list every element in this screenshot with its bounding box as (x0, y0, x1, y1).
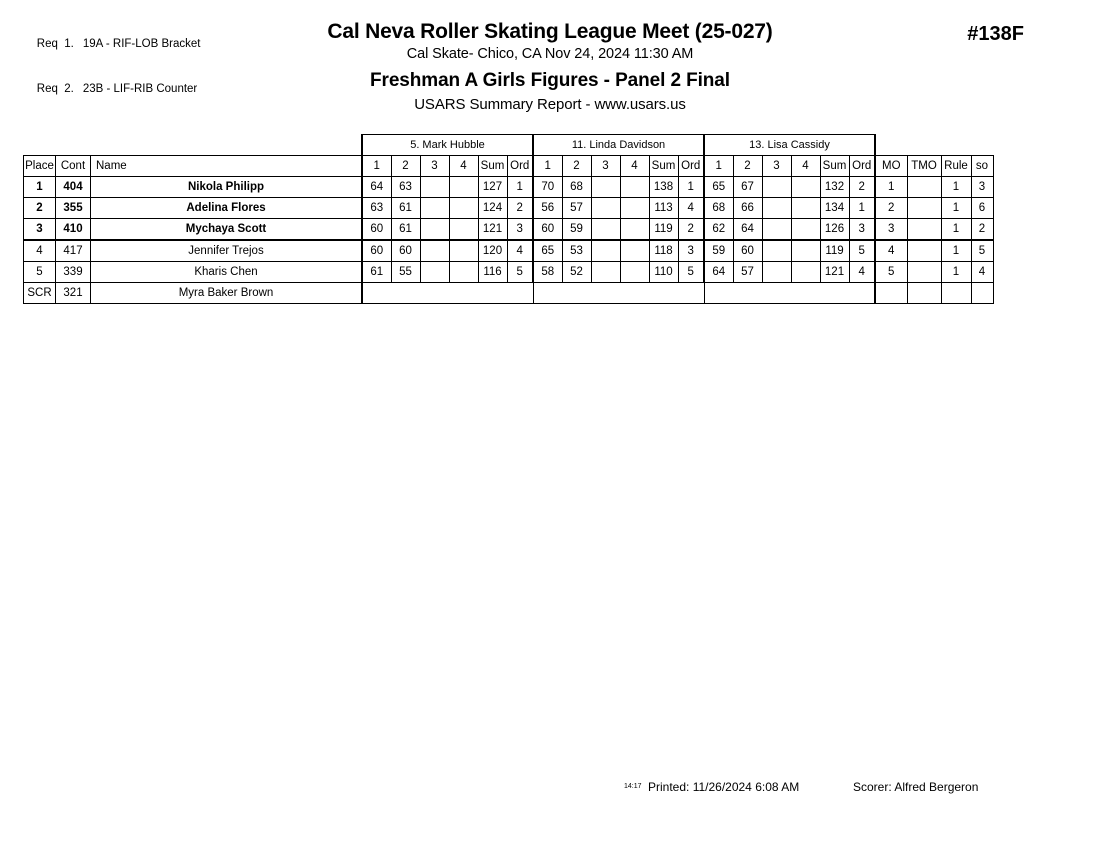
header-j1-score-1: 1 (362, 156, 391, 177)
cell-j3-s1: 64 (704, 262, 733, 283)
cell-j2-s4 (620, 219, 649, 241)
cell-j2-s1: 56 (533, 198, 562, 219)
event-title: Freshman A Girls Figures - Panel 2 Final (370, 70, 730, 91)
cell-place: SCR (24, 283, 56, 304)
cell-place: 1 (24, 177, 56, 198)
cell-tmo (907, 240, 941, 262)
footer-code: 14:17 (624, 783, 642, 790)
header-j1-sum: Sum (478, 156, 507, 177)
judge-1-label: 5. Mark Hubble (362, 135, 533, 156)
cell-j2-s3 (591, 219, 620, 241)
cell-j1-s2: 61 (391, 219, 420, 241)
cell-place: 4 (24, 240, 56, 262)
cell-j1-empty (362, 283, 533, 304)
cell-j2-s2: 57 (562, 198, 591, 219)
judge-band-spacer (24, 135, 363, 156)
table-row (24, 240, 994, 262)
cell-so: 3 (971, 177, 993, 198)
report-footer (0, 780, 1100, 798)
cell-so: 2 (971, 219, 993, 241)
cell-j3-sum: 121 (820, 262, 849, 283)
cell-j1-s2: 63 (391, 177, 420, 198)
judge-header-row (24, 135, 994, 156)
cell-j1-s3 (420, 177, 449, 198)
header-j2-score-1: 1 (533, 156, 562, 177)
cell-j3-sum: 126 (820, 219, 849, 241)
cell-cont: 339 (56, 262, 91, 283)
cell-cont: 404 (56, 177, 91, 198)
header-j3-score-4: 4 (791, 156, 820, 177)
cell-rule: 1 (941, 240, 971, 262)
header-j2-score-4: 4 (620, 156, 649, 177)
cell-j3-s3 (762, 198, 791, 219)
cell-name: Nikola Philipp (91, 177, 363, 198)
header-j3-ord: Ord (849, 156, 875, 177)
cell-j1-sum: 116 (478, 262, 507, 283)
cell-j3-s1: 65 (704, 177, 733, 198)
cell-j2-ord: 3 (678, 240, 704, 262)
cell-cont: 417 (56, 240, 91, 262)
cell-j1-s2: 55 (391, 262, 420, 283)
cell-j2-s4 (620, 240, 649, 262)
table-row (24, 177, 994, 198)
cell-cont: 355 (56, 198, 91, 219)
cell-j1-s4 (449, 177, 478, 198)
cell-place: 3 (24, 219, 56, 241)
cell-tmo (907, 262, 941, 283)
cell-place: 5 (24, 262, 56, 283)
cell-j3-sum: 132 (820, 177, 849, 198)
cell-rule: 1 (941, 177, 971, 198)
cell-cont: 321 (56, 283, 91, 304)
header-j2-sum: Sum (649, 156, 678, 177)
cell-j1-s1: 64 (362, 177, 391, 198)
cell-j1-s1: 61 (362, 262, 391, 283)
cell-j1-sum: 124 (478, 198, 507, 219)
header-j1-score-4: 4 (449, 156, 478, 177)
cell-j3-s4 (791, 240, 820, 262)
cell-j3-s3 (762, 177, 791, 198)
cell-j1-s3 (420, 240, 449, 262)
header-j3-score-3: 3 (762, 156, 791, 177)
cell-j1-s2: 60 (391, 240, 420, 262)
header-j2-score-2: 2 (562, 156, 591, 177)
panel-number: #138F (967, 23, 1024, 45)
cell-mo: 2 (875, 198, 907, 219)
meet-title: Cal Neva Roller Skating League Meet (25-027) (327, 20, 773, 43)
cell-j1-s3 (420, 198, 449, 219)
cell-j2-s3 (591, 262, 620, 283)
cell-j1-s4 (449, 240, 478, 262)
cell-j2-sum: 119 (649, 219, 678, 241)
cell-name: Jennifer Trejos (91, 240, 363, 262)
cell-j3-s2: 60 (733, 240, 762, 262)
cell-tmo (907, 219, 941, 241)
requirement-label: Req 2. (36, 83, 74, 95)
cell-j2-ord: 5 (678, 262, 704, 283)
cell-j2-sum: 113 (649, 198, 678, 219)
cell-so (971, 283, 993, 304)
cell-mo: 4 (875, 240, 907, 262)
cell-j3-ord: 2 (849, 177, 875, 198)
cell-j3-s4 (791, 177, 820, 198)
cell-j2-s1: 60 (533, 219, 562, 241)
cell-mo: 3 (875, 219, 907, 241)
cell-j2-s2: 52 (562, 262, 591, 283)
cell-j1-ord: 4 (507, 240, 533, 262)
cell-j2-s3 (591, 177, 620, 198)
cell-rule: 1 (941, 198, 971, 219)
cell-j1-ord: 3 (507, 219, 533, 241)
cell-j3-ord: 3 (849, 219, 875, 241)
header-place: Place (24, 156, 56, 177)
header-j2-ord: Ord (678, 156, 704, 177)
cell-j3-ord: 1 (849, 198, 875, 219)
cell-j2-s3 (591, 240, 620, 262)
cell-place: 2 (24, 198, 56, 219)
report-header (0, 20, 1100, 116)
cell-j2-sum: 138 (649, 177, 678, 198)
cell-so: 5 (971, 240, 993, 262)
cell-cont: 410 (56, 219, 91, 241)
cell-j1-s1: 60 (362, 219, 391, 241)
cell-j1-s2: 61 (391, 198, 420, 219)
cell-j3-s3 (762, 219, 791, 241)
cell-j3-ord: 5 (849, 240, 875, 262)
cell-j3-s4 (791, 219, 820, 241)
cell-j3-s4 (791, 198, 820, 219)
cell-j3-sum: 119 (820, 240, 849, 262)
cell-j1-sum: 121 (478, 219, 507, 241)
cell-j1-s4 (449, 262, 478, 283)
cell-name: Mychaya Scott (91, 219, 363, 241)
results-table (23, 134, 994, 304)
header-name: Name (91, 156, 363, 177)
header-j3-score-2: 2 (733, 156, 762, 177)
judge-band-spacer-right (875, 135, 993, 156)
footer-printed: Printed: 11/26/2024 6:08 AM (648, 780, 800, 794)
results-sheet (23, 134, 994, 304)
cell-j2-s4 (620, 198, 649, 219)
judge-3-label: 13. Lisa Cassidy (704, 135, 875, 156)
header-j1-score-3: 3 (420, 156, 449, 177)
cell-j3-s4 (791, 262, 820, 283)
cell-mo: 5 (875, 262, 907, 283)
cell-j3-s2: 64 (733, 219, 762, 241)
cell-name: Kharis Chen (91, 262, 363, 283)
header-j1-ord: Ord (507, 156, 533, 177)
cell-j3-s3 (762, 240, 791, 262)
column-header-row (24, 156, 994, 177)
cell-j1-s4 (449, 198, 478, 219)
cell-j2-s4 (620, 262, 649, 283)
report-line: USARS Summary Report - www.usars.us (414, 96, 686, 113)
table-row (24, 283, 994, 304)
cell-j1-s1: 60 (362, 240, 391, 262)
cell-j3-s1: 68 (704, 198, 733, 219)
cell-so: 4 (971, 262, 993, 283)
cell-j2-s2: 68 (562, 177, 591, 198)
cell-j2-s2: 53 (562, 240, 591, 262)
cell-j1-sum: 127 (478, 177, 507, 198)
cell-so: 6 (971, 198, 993, 219)
cell-j2-s2: 59 (562, 219, 591, 241)
header-j2-score-3: 3 (591, 156, 620, 177)
cell-tmo (907, 198, 941, 219)
cell-j3-s1: 59 (704, 240, 733, 262)
header-tmo: TMO (907, 156, 941, 177)
header-so: so (971, 156, 993, 177)
cell-j2-s3 (591, 198, 620, 219)
cell-j3-empty (704, 283, 875, 304)
header-rule: Rule (941, 156, 971, 177)
cell-j2-s1: 65 (533, 240, 562, 262)
header-mo: MO (875, 156, 907, 177)
cell-rule: 1 (941, 262, 971, 283)
cell-j3-s2: 57 (733, 262, 762, 283)
cell-rule: 1 (941, 219, 971, 241)
cell-j1-ord: 1 (507, 177, 533, 198)
cell-j2-s1: 58 (533, 262, 562, 283)
cell-rule (941, 283, 971, 304)
cell-j2-sum: 118 (649, 240, 678, 262)
venue-line: Cal Skate- Chico, CA Nov 24, 2024 11:30 AM (406, 46, 694, 62)
cell-j2-ord: 4 (678, 198, 704, 219)
cell-j2-empty (533, 283, 704, 304)
cell-j3-s2: 66 (733, 198, 762, 219)
requirement-label: Req 1. (36, 38, 74, 50)
cell-j3-s3 (762, 262, 791, 283)
header-j3-score-1: 1 (704, 156, 733, 177)
cell-j2-sum: 110 (649, 262, 678, 283)
cell-j1-ord: 2 (507, 198, 533, 219)
header-j3-sum: Sum (820, 156, 849, 177)
footer-scorer: Scorer: Alfred Bergeron (853, 780, 979, 794)
cell-j1-s3 (420, 262, 449, 283)
requirement-text: 23B - LIF-RIB Counter (82, 83, 198, 95)
cell-j1-s3 (420, 219, 449, 241)
cell-j1-s1: 63 (362, 198, 391, 219)
cell-j1-sum: 120 (478, 240, 507, 262)
cell-j3-s1: 62 (704, 219, 733, 241)
cell-name: Adelina Flores (91, 198, 363, 219)
cell-j1-s4 (449, 219, 478, 241)
cell-name: Myra Baker Brown (91, 283, 363, 304)
cell-j2-s4 (620, 177, 649, 198)
cell-tmo (907, 283, 941, 304)
cell-tmo (907, 177, 941, 198)
header-cont: Cont (56, 156, 91, 177)
cell-j2-s1: 70 (533, 177, 562, 198)
table-row (24, 198, 994, 219)
requirement-text: 19A - RIF-LOB Bracket (82, 38, 201, 50)
table-row (24, 219, 994, 241)
cell-j2-ord: 2 (678, 219, 704, 241)
cell-j1-ord: 5 (507, 262, 533, 283)
cell-j3-sum: 134 (820, 198, 849, 219)
cell-mo: 1 (875, 177, 907, 198)
judge-2-label: 11. Linda Davidson (533, 135, 704, 156)
cell-j2-ord: 1 (678, 177, 704, 198)
header-j1-score-2: 2 (391, 156, 420, 177)
cell-j3-s2: 67 (733, 177, 762, 198)
cell-mo (875, 283, 907, 304)
cell-j3-ord: 4 (849, 262, 875, 283)
table-row (24, 262, 994, 283)
